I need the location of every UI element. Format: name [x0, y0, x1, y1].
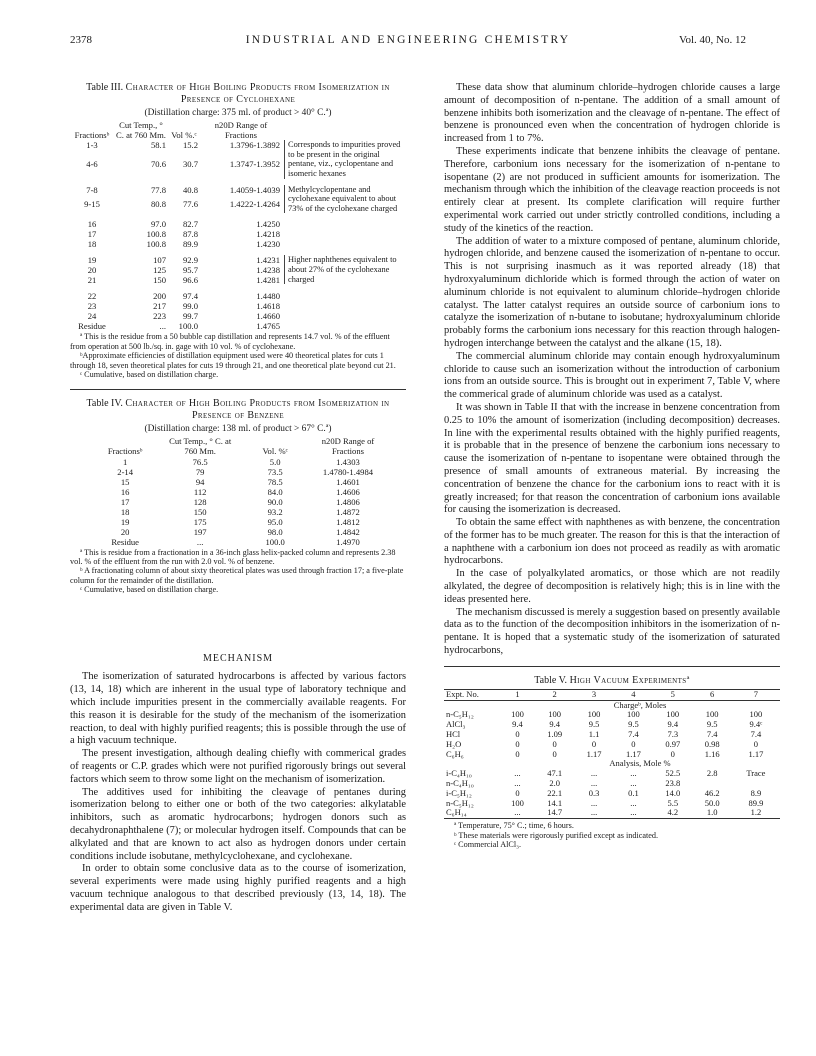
body-paragraph: These data show that aluminum chloride–hydrogen chloride causes a large amount of decomposition of n-pentane. The addition of a small amount of benzene inhibits both isomerization and the cleavage of n-pentane. The effect of benzene is pronounced even when the concentration of hydrogen chloride is increased from 1 to 7%. [444, 82, 780, 145]
table-row [444, 720, 780, 730]
page-number: 2378 [70, 34, 92, 46]
table-5-expt-number: 6 [710, 688, 715, 699]
table-4-range: 1.4303 [336, 456, 360, 467]
table-3-temp: 58.1 [150, 140, 166, 151]
table-3-fraction: 7-8 [86, 184, 98, 195]
table-3-temp: 107 [153, 255, 166, 266]
table-row [70, 185, 406, 199]
volume-issue: Vol. 40, No. 12 [678, 34, 746, 46]
table-3-temp: 100.8 [146, 229, 166, 240]
table-4-range: 1.4970 [336, 536, 360, 547]
table-5-cell: 1.17 [586, 748, 602, 759]
table-4-fraction: 20 [120, 526, 130, 537]
table-4-col-temp: Cut Temp., ° C. at 760 Mm. [169, 436, 232, 456]
table-5-cell: 100 [666, 709, 680, 720]
table-5-cell: 1.09 [547, 729, 563, 740]
table-3-col-vol: Vol %.ᶜ [171, 129, 197, 140]
table-4-range: 1.4780-1.4984 [322, 466, 374, 477]
table-3-vol: 87.8 [182, 229, 198, 240]
table-5-row-label: n-C₄H₁₀ [446, 778, 474, 789]
table-5-cell: 1.17 [625, 748, 641, 759]
table-4-temp: 79 [195, 466, 205, 477]
table-3-range: 1.4660 [256, 311, 280, 322]
table-3-footnote-b: ᵇApproximate efficiencies of distillation equipment used were 40 theoretical plates for cuts 1 through 18, seven theoretical plates for cuts 19 through 21, and one theoretical plate beyond cut 21. [70, 351, 396, 370]
table-row [444, 769, 780, 779]
table-4-vol: 78.5 [267, 476, 283, 487]
table-5-cell: 2.0 [549, 778, 560, 789]
table-3-temp: 125 [153, 265, 166, 276]
table-5-cell: 100 [511, 709, 524, 720]
table-3-col-temp: Cut Temp., ° C. at 760 Mm. [116, 120, 166, 140]
table-3-range: 1.4231 [256, 255, 280, 266]
table-5-charge-heading: Chargeᵇ, Moles [613, 699, 667, 710]
table-3-range: 1.4281 [256, 275, 280, 286]
mechanism-heading: MECHANISM [202, 652, 274, 664]
table-4-vol: 5.0 [269, 456, 281, 467]
table-5 [444, 666, 780, 850]
table-5-row-label: i-C₄H₁₀ [446, 768, 472, 779]
table-4-subcaption: (Distillation charge: 138 ml. of product > 67° C.ª) [144, 424, 332, 435]
table-5-cell: 0.3 [588, 787, 600, 798]
table-5-cell: 8.9 [750, 787, 762, 798]
table-5-cell: 0 [515, 787, 520, 798]
table-4-temp: 197 [193, 526, 207, 537]
table-5-footnote-b: ᵇ These materials were rigorously purified except as indicated. [454, 830, 659, 840]
table-5-expt-number: 3 [591, 688, 597, 699]
table-3-range: 1.4765 [256, 321, 280, 332]
table-3-range: 1.4618 [256, 301, 280, 312]
table-5-row-label: AlCl₃ [446, 719, 466, 730]
table-4-fraction: 1 [123, 456, 128, 467]
table-5-cell: ... [514, 778, 521, 789]
table-5-cell: ... [630, 768, 637, 779]
table-5-cell: 4.2 [667, 807, 679, 818]
table-5-cell: 0 [670, 748, 675, 759]
table-4-footnote-a: ª This is residue from a fractionation in a 36-inch glass helix-packed column and represents 2.38 vol. % of the effluent from the run with 2.0 vol. % of benzene. [70, 547, 396, 566]
journal-title: INDUSTRIAL AND ENGINEERING CHEMISTRY [245, 34, 571, 46]
table-5-cell: 9.4 [549, 719, 560, 730]
table-row [444, 799, 780, 809]
table-5-cell: 1.17 [748, 748, 764, 759]
table-3-caption [70, 82, 406, 106]
table-row [90, 537, 386, 547]
table-5-cell: 22.1 [547, 787, 563, 798]
mechanism-paragraph: In order to obtain some conclusive data as to the course of isomerization, several experiments were made using highly purified reagents and a high vacuum technique analogous to that described previously (13, 14, 18). The experimental data are given in Table V. [70, 863, 406, 913]
table-5-cell: 0 [552, 738, 557, 749]
table-3-range: 1.4230 [256, 239, 280, 250]
table-3-vol: 77.6 [182, 198, 198, 209]
table-4-vol: 95.0 [267, 516, 283, 527]
table-5-cell: ... [514, 768, 521, 779]
table-3-vol: 100.0 [178, 321, 198, 332]
table-3-range: 1.4218 [256, 229, 280, 240]
table-4-temp: 94 [195, 476, 205, 487]
body-paragraph: It was shown in Table II that with the increase in benzene concentration from 0.25 to 10% the amount of isomerization (including decomposition) decreases. In line with the experimental results obtained with the highly purified reagents, it is probable that in the presence of benzene the carbonium ions necessary to cause the isomerization of n-pentane to isopentane were obtained through the presence of small amounts of extraneous material. By increasing the concentration of benzene the chance for the carbonium ions to react with it is greatly increased; for that reason the concentration of carbonium ions available for causing the isomerization is decreased. [444, 401, 780, 516]
table-3-range: 1.4250 [256, 219, 280, 230]
table-3-vol: 30.7 [182, 159, 198, 170]
table-3-fraction: 20 [87, 265, 97, 276]
body-paragraph: To obtain the same effect with naphthenes as with benzene, the concentration of the former has to be much greater. The reason for this is that the interaction of a naphthene with a carbonium ion does not proceed as readily as with aromatic hydrocarbons. [444, 517, 780, 567]
table-5-expt-number: 1 [515, 688, 520, 699]
table-row [90, 527, 386, 537]
mechanism-paragraph: The present investigation, although dealing chiefly with commerical grades of reagents or C.P. grades which were not purified rigorously brings out several factors which seem to throw some light on the mechanism of isomerization. [70, 748, 406, 785]
table-4-vol: 100.0 [265, 536, 285, 547]
body-paragraph: The commercial aluminum chloride may contain enough hydroxyaluminum chloride to cause such an isomerization without the introduction of carbonium ions from an outside source. This is brought out in experiment 7, Table V, where the commerical grade of aluminum chloride was used as a catalyst. [444, 350, 780, 401]
table-5-expt-number: 4 [631, 688, 636, 699]
body-paragraph: These experiments indicate that benzene inhibits the cleavage of pentane. Therefore, carbonium ions necessary for the isomerization of n-pentane to isopentane (2) are not produced in sufficient amounts for isomerization. The mechanism through which the inhibition of the cleavage reaction proceeds is not entirely clear at present. Its complete clarification will require further experimental work carried out under strictly controlled conditions, including a study of the kinetics of the reaction. [444, 145, 780, 234]
table-5-cell: 23.8 [665, 778, 681, 789]
table-4-grid [90, 437, 386, 546]
table-5-expt-number: 2 [552, 688, 557, 699]
table-row [90, 507, 386, 517]
table-3-fraction: 16 [87, 219, 97, 230]
table-5-cell: 0 [515, 738, 520, 749]
table-4-temp: 112 [193, 486, 207, 497]
table-5-cell: 52.5 [665, 768, 681, 779]
table-3-group-note: Higher naphthenes equivalent to about 27% of the cyclohexane charged [284, 255, 404, 284]
table-4-title: Character of High Boiling Products from Isomerization in Presence of Benzene [125, 398, 390, 422]
table-3-vol: 89.9 [182, 239, 198, 250]
table-5-cell: 100 [749, 709, 763, 720]
table-3-temp: 150 [153, 275, 166, 286]
table-4-fraction: 19 [120, 516, 130, 527]
table-row [444, 808, 780, 818]
table-5-cell: 100 [511, 797, 524, 808]
table-row [90, 517, 386, 527]
table-4-range: 1.4601 [336, 476, 360, 487]
table-3-fraction: 23 [87, 301, 97, 312]
table-4-vol: 93.2 [267, 506, 283, 517]
table-5-cell: 9.5 [588, 719, 600, 730]
table-5-expt-number: 5 [670, 688, 675, 699]
table-3-fraction: 9-15 [84, 198, 100, 209]
table-5-cell: 14.1 [547, 797, 563, 808]
table-5-cell: 14.7 [547, 807, 563, 818]
table-5-row-label: C₆H₁₄ [446, 807, 467, 818]
table-5-grid [444, 689, 780, 819]
table-3-group-note: Corresponds to impurities proved to be present in the original pentane, viz., cyclopentane and isomeric hexanes [284, 140, 404, 178]
table-5-row-label: H₂O [446, 738, 462, 749]
table-5-row-label: n-C₅H₁₂ [446, 709, 474, 720]
table-5-title: High Vacuum Experimentsª [569, 674, 690, 686]
table-5-cell: ... [514, 807, 521, 818]
table-3 [70, 82, 406, 379]
table-4-fraction: 2-14 [117, 466, 134, 477]
table-3-fraction: 22 [87, 291, 97, 302]
table-5-cell: 5.5 [667, 797, 679, 808]
table-4-temp: 76.5 [192, 456, 208, 467]
table-3-range: 1.4222-1.4264 [229, 198, 280, 209]
table-4-temp: 175 [193, 516, 207, 527]
table-5-footnotes [444, 821, 780, 849]
table-3-temp: 97.0 [150, 219, 166, 230]
table-3-vol: 97.4 [182, 291, 198, 302]
table-row [70, 219, 406, 229]
table-4-temp: 150 [193, 506, 207, 517]
table-5-cell: 9.4 [512, 719, 523, 730]
table-3-col-fractions: Fractionsᵇ [74, 129, 110, 140]
table-4-fraction: 17 [120, 496, 130, 507]
table-row [444, 779, 780, 789]
table-5-cell: 0.97 [665, 738, 681, 749]
table-row [444, 789, 780, 799]
table-5-cell: 1.1 [588, 729, 600, 740]
table-3-temp: 200 [153, 291, 166, 302]
table-3-vol: 95.7 [182, 265, 198, 276]
table-3-grid [70, 121, 406, 331]
table-5-cell: 2.8 [706, 768, 718, 779]
table-3-temp: 70.6 [150, 159, 166, 170]
left-column [70, 80, 406, 915]
running-header [70, 34, 746, 50]
table-4-range: 1.4842 [336, 526, 360, 537]
mechanism-paragraph: The additives used for inhibiting the cleavage of pentanes during isomerization belong to either one or both of the two categories: alkylatable inhibitors, such as aromatic hydrocarbons; hydrogen donors such as decahydronaphthalene (7); or molecular hydrogen itself. Compounds that can be alkylated and that are known to act also as hydrogen donors under certain conditions include isobutane, methylcyclohexane, and cyclohexane. [70, 786, 406, 862]
table-5-cell: 47.1 [547, 768, 563, 779]
table-3-temp: 77.8 [150, 184, 166, 195]
table-4-vol: 84.0 [267, 486, 283, 497]
table-3-vol: 99.7 [182, 311, 198, 322]
table-5-cell: 9.4 [667, 719, 679, 730]
table-4-range: 1.4606 [336, 486, 360, 497]
table-row [444, 710, 780, 720]
table-4-col-range: n20D Range of Fractions [321, 436, 375, 456]
table-5-cell: 46.2 [704, 787, 720, 798]
table-4-range: 1.4872 [336, 506, 360, 517]
table-5-cell: ... [590, 768, 598, 779]
table-row [70, 255, 406, 265]
table-3-range: 1.4238 [256, 265, 280, 276]
table-5-row-label: n-C₅H₁₂ [446, 797, 474, 808]
table-5-cell: 100 [548, 709, 562, 720]
table-3-fraction: 21 [87, 275, 97, 286]
table-5-cell: Trace [746, 768, 766, 779]
table-4-footnote-c: ᶜ Cumulative, based on distillation charge. [80, 585, 219, 595]
table-3-vol: 99.0 [182, 301, 198, 312]
table-5-footnote-c: ᶜ Commercial AlCl₃. [454, 840, 522, 850]
table-5-expt-number: 7 [753, 688, 759, 699]
table-row [90, 487, 386, 497]
table-4-col-vol: Vol. %ᶜ [262, 445, 288, 456]
table-5-cell: ... [630, 778, 637, 789]
mechanism-paragraph: The isomerization of saturated hydrocarbons is affected by various factors (13, 14, 18) which are inherent in the usual type of laboratory technique and which include impurities present in the commercially available reagents. For this reason it is desirable for the study of the mechanism of the isomerization reaction, to deal with highly purified reagents; this is possible through the use of a high vacuum technique. [70, 671, 406, 747]
table-5-cell: ... [590, 797, 598, 808]
table-5-row-label: C₆H₆ [446, 748, 464, 759]
table-5-cell: 1.16 [704, 748, 720, 759]
table-3-vol: 40.8 [182, 184, 198, 195]
table-3-vol: 82.7 [182, 219, 198, 230]
table-4-fraction: 15 [120, 476, 130, 487]
table-3-temp: ... [159, 321, 166, 332]
table-3-temp: 223 [153, 311, 166, 322]
table-5-cell: 9.4ᶜ [749, 719, 763, 730]
table-3-range: 1.3747-1.3952 [229, 159, 280, 170]
table-3-temp: 217 [153, 301, 166, 312]
table-4-range: 1.4806 [336, 496, 360, 507]
table-3-number: Table III. [86, 82, 124, 93]
table-row [444, 740, 780, 750]
table-4-vol: 73.5 [267, 466, 283, 477]
table-3-title: Character of High Boiling Products from Isomerization in Presence of Cyclohexane [125, 82, 390, 105]
table-4 [70, 398, 406, 594]
table-5-number: Table V. [534, 674, 568, 686]
table-4-range: 1.4812 [336, 516, 360, 527]
table-4-col-fractions: Fractionsᵇ [107, 445, 143, 456]
body-paragraph: In the case of polyalkylated aromatics, or those which are not readily alkylated, the degree of decomposition is relatively high; this is in line with the ideas presented here. [444, 568, 780, 605]
table-5-cell: ... [590, 778, 598, 789]
table-3-temp: 80.8 [150, 198, 166, 209]
table-5-cell: 100 [627, 709, 640, 720]
table-row [70, 291, 406, 301]
table-5-col-expt: Expt. No. [446, 688, 479, 699]
table-3-fraction: 19 [87, 255, 97, 266]
table-5-row-label: HCl [446, 729, 461, 740]
table-5-cell: 14.0 [665, 787, 681, 798]
table-5-caption [444, 675, 780, 687]
table-row [90, 497, 386, 507]
table-5-cell: 0 [631, 738, 636, 749]
table-5-cell: 100 [587, 709, 601, 720]
table-4-vol: 98.0 [267, 526, 283, 537]
right-column [444, 82, 780, 849]
table-5-cell: 7.4 [706, 729, 718, 740]
table-3-subcaption: (Distillation charge: 375 ml. of product > 40° C.ª) [144, 108, 332, 118]
table-5-cell: 0 [515, 748, 520, 759]
table-5-footnote-a: ª Temperature, 75° C.; time, 6 hours. [454, 821, 574, 831]
table-3-col-range: n20D Range of Fractions [214, 120, 268, 140]
table-4-footnotes [70, 548, 406, 595]
table-5-analysis-heading: Analysis, Mole % [609, 758, 671, 769]
table-row [90, 467, 386, 477]
table-5-cell: 9.5 [706, 719, 718, 730]
table-3-fraction: 1-3 [86, 140, 98, 151]
table-5-cell: 89.9 [748, 797, 764, 808]
body-paragraph: The mechanism discussed is merely a suggestion based on presently available data as to the function of the decomposition inhibitors in the isomerization of n-pentane. It is hoped that a systematic study of the isomerization of saturated hydrocarbons, [444, 606, 780, 657]
table-3-range: 1.4480 [256, 291, 280, 302]
table-5-cell: 7.4 [628, 729, 639, 740]
table-4-caption [70, 398, 406, 422]
table-row [90, 457, 386, 467]
table-5-cell: ... [590, 807, 598, 818]
table-3-range: 1.4059-1.4039 [229, 184, 280, 195]
table-3-footnote-c: ᶜ Cumulative, based on distillation charge. [80, 369, 219, 379]
table-3-vol: 96.6 [182, 275, 198, 286]
table-4-fraction: 18 [120, 506, 130, 517]
table-row [90, 477, 386, 487]
table-5-cell: ... [630, 797, 637, 808]
table-3-fraction: Residue [78, 321, 106, 332]
table-5-row-label: i-C₅H₁₂ [446, 787, 472, 798]
table-4-fraction: 16 [120, 486, 130, 497]
table-5-cell: 1.0 [706, 807, 718, 818]
table-3-fraction: 24 [87, 311, 97, 322]
table-5-cell: 0.1 [628, 787, 639, 798]
table-4-fraction: Residue [111, 536, 139, 547]
table-row [444, 730, 780, 740]
body-paragraph: The addition of water to a mixture composed of pentane, aluminum chloride, hydrogen chloride, and benzene caused the isomerization of n-pentane to occur. This is not surprising inasmuch as it was reported already (18) that hydroxyaluminum dichloride which is formed through the action of water on aluminum chloride is not equivalent to aluminum chloride–hydrogen chloride catalyst. The latter catalyst requires an outside source of carbonium ions to catalyze the isomerization of n-butane to isobutane; hydroxyaluminum chloride probably forms the carbonium ions necessary for this reaction through halogen-hydrogen interchange between the catalyst and the alkane (15, 18). [444, 235, 780, 349]
table-5-cell: 1.2 [750, 807, 762, 818]
table-3-fraction: 18 [87, 239, 97, 250]
table-3-fraction: 17 [87, 229, 97, 240]
table-5-cell: 50.0 [704, 797, 720, 808]
table-3-vol: 15.2 [182, 140, 198, 151]
table-5-cell: 0 [591, 738, 597, 749]
table-5-cell: 7.4 [750, 729, 762, 740]
table-4-number: Table IV. [86, 398, 123, 410]
table-5-cell: ... [630, 807, 637, 818]
table-4-vol: 90.0 [267, 496, 283, 507]
table-3-footnote-a: ª This is the residue from a 50 bubble cap distillation and represents 14.7 vol. % of the effluent from operation at 500 lb./sq. in. gage with 10 vol. % of cyclohexane. [70, 332, 390, 351]
table-3-fraction: 4-6 [86, 159, 98, 170]
table-5-cell: 9.5 [628, 719, 639, 730]
table-5-cell: 0.98 [704, 738, 720, 749]
table-4-footnote-b: ᵇ A fractionating column of about sixty theoretical plates was used through fraction 17; a five-plate column for the remainder of the distillation. [70, 566, 404, 585]
table-5-cell: 0 [753, 738, 759, 749]
table-5-cell: 7.3 [667, 729, 679, 740]
table-4-temp: 128 [193, 496, 207, 507]
table-3-group-note: Methylcyclopentane and cyclohexane equivalent to about 73% of the cyclohexane charged [284, 185, 404, 214]
table-3-footnotes [70, 332, 406, 379]
table-3-temp: 100.8 [146, 239, 166, 250]
table-5-cell: 0 [552, 748, 557, 759]
table-3-range: 1.3796-1.3892 [229, 140, 280, 151]
table-4-temp: ... [196, 536, 204, 547]
table-row [70, 140, 406, 159]
table-5-cell: 0 [515, 729, 520, 740]
table-3-vol: 92.9 [182, 255, 198, 266]
table-5-cell: 100 [705, 709, 719, 720]
